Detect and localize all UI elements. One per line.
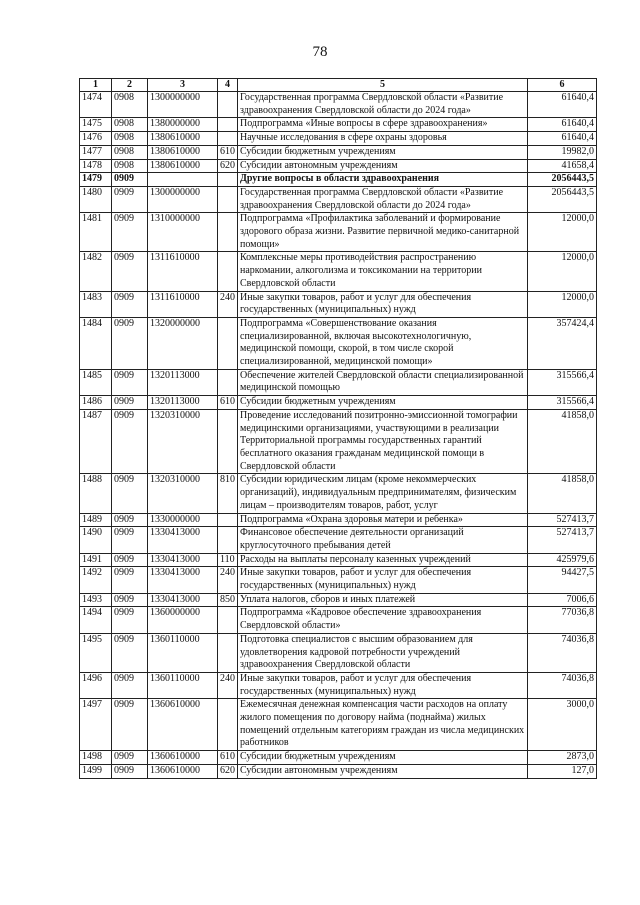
target-code: 1310000000 — [148, 213, 218, 252]
expense-type — [218, 369, 238, 395]
item-name: Подготовка специалистов с высшим образованием для удовлетворения кадровой потребности учреждений здравоохранения Свердловской области — [238, 633, 528, 672]
item-name: Государственная программа Свердловской области «Развитие здравоохранения Свердловской области до 2024 года» — [238, 92, 528, 118]
expense-type: 610 — [218, 396, 238, 410]
target-code: 1360110000 — [148, 672, 218, 698]
target-code: 1330413000 — [148, 593, 218, 607]
target-code: 1360610000 — [148, 751, 218, 765]
table-row — [80, 291, 597, 317]
target-code: 1330413000 — [148, 527, 218, 553]
row-number: 1483 — [80, 291, 112, 317]
row-number: 1480 — [80, 186, 112, 212]
amount: 77036,8 — [528, 607, 597, 633]
amount: 61640,4 — [528, 92, 597, 118]
table-row — [80, 92, 597, 118]
expense-type — [218, 173, 238, 187]
item-name: Субсидии юридическим лицам (кроме некоммерческих организаций), индивидуальным предпринимателям, физическим лицам – производителям товаров, работ, услуг — [238, 474, 528, 513]
target-code: 1320310000 — [148, 409, 218, 474]
section-code: 0909 — [112, 252, 148, 291]
amount: 19982,0 — [528, 145, 597, 159]
section-code: 0909 — [112, 607, 148, 633]
header-col-4: 4 — [218, 79, 238, 92]
section-code: 0909 — [112, 173, 148, 187]
target-code: 1380610000 — [148, 132, 218, 146]
section-code: 0909 — [112, 369, 148, 395]
section-code: 0909 — [112, 513, 148, 527]
amount: 3000,0 — [528, 699, 597, 751]
target-code: 1380610000 — [148, 159, 218, 173]
expense-type — [218, 513, 238, 527]
row-number: 1485 — [80, 369, 112, 395]
amount: 127,0 — [528, 764, 597, 778]
expense-type — [218, 409, 238, 474]
row-number: 1479 — [80, 173, 112, 187]
section-code: 0909 — [112, 553, 148, 567]
table-row — [80, 369, 597, 395]
target-code: 1320113000 — [148, 396, 218, 410]
item-name: Государственная программа Свердловской области «Развитие здравоохранения Свердловской области до 2024 года» — [238, 186, 528, 212]
header-col-5: 5 — [238, 79, 528, 92]
amount: 315566,4 — [528, 369, 597, 395]
amount: 94427,5 — [528, 567, 597, 593]
expense-type: 610 — [218, 751, 238, 765]
item-name: Подпрограмма «Профилактика заболеваний и формирование здорового образа жизни. Развитие первичной медико-санитарной помощи» — [238, 213, 528, 252]
section-code: 0909 — [112, 672, 148, 698]
table-row — [80, 751, 597, 765]
table-row — [80, 145, 597, 159]
header-col-6: 6 — [528, 79, 597, 92]
amount: 7006,6 — [528, 593, 597, 607]
expense-type — [218, 186, 238, 212]
table-row — [80, 593, 597, 607]
row-number: 1496 — [80, 672, 112, 698]
row-number: 1492 — [80, 567, 112, 593]
row-number: 1491 — [80, 553, 112, 567]
target-code: 1320310000 — [148, 474, 218, 513]
header-row — [80, 79, 597, 92]
section-code: 0909 — [112, 567, 148, 593]
amount: 527413,7 — [528, 513, 597, 527]
expense-type: 850 — [218, 593, 238, 607]
amount: 41858,0 — [528, 409, 597, 474]
item-name: Комплексные меры противодействия распространению наркомании, алкоголизма и токсикомании на территории Свердловской области — [238, 252, 528, 291]
item-name: Субсидии автономным учреждениям — [238, 764, 528, 778]
budget-table — [79, 78, 597, 779]
expense-type: 240 — [218, 291, 238, 317]
expense-type: 620 — [218, 764, 238, 778]
item-name: Субсидии бюджетным учреждениям — [238, 145, 528, 159]
target-code: 1380610000 — [148, 145, 218, 159]
expense-type: 240 — [218, 672, 238, 698]
amount: 2873,0 — [528, 751, 597, 765]
expense-type — [218, 118, 238, 132]
section-code: 0909 — [112, 396, 148, 410]
section-code: 0909 — [112, 593, 148, 607]
table-row — [80, 213, 597, 252]
table-row — [80, 409, 597, 474]
expense-type — [218, 317, 238, 369]
row-number: 1499 — [80, 764, 112, 778]
section-code: 0908 — [112, 92, 148, 118]
item-name: Иные закупки товаров, работ и услуг для обеспечения государственных (муниципальных) нужд — [238, 567, 528, 593]
item-name: Подпрограмма «Иные вопросы в сфере здравоохранения» — [238, 118, 528, 132]
target-code: 1360610000 — [148, 764, 218, 778]
section-code: 0908 — [112, 159, 148, 173]
table-row — [80, 764, 597, 778]
section-code: 0909 — [112, 409, 148, 474]
item-name: Субсидии бюджетным учреждениям — [238, 396, 528, 410]
item-name: Подпрограмма «Охрана здоровья матери и ребенка» — [238, 513, 528, 527]
row-number: 1478 — [80, 159, 112, 173]
target-code: 1360000000 — [148, 607, 218, 633]
row-number: 1490 — [80, 527, 112, 553]
item-name: Иные закупки товаров, работ и услуг для обеспечения государственных (муниципальных) нужд — [238, 672, 528, 698]
section-code: 0909 — [112, 291, 148, 317]
row-number: 1476 — [80, 132, 112, 146]
table-row — [80, 132, 597, 146]
item-name: Иные закупки товаров, работ и услуг для обеспечения государственных (муниципальных) нужд — [238, 291, 528, 317]
table-row — [80, 474, 597, 513]
row-number: 1494 — [80, 607, 112, 633]
section-code: 0909 — [112, 751, 148, 765]
section-code: 0909 — [112, 633, 148, 672]
expense-type — [218, 92, 238, 118]
row-number: 1488 — [80, 474, 112, 513]
table-row — [80, 396, 597, 410]
row-number: 1489 — [80, 513, 112, 527]
amount: 61640,4 — [528, 118, 597, 132]
item-name: Другие вопросы в области здравоохранения — [238, 173, 528, 187]
table-row — [80, 159, 597, 173]
table-row — [80, 118, 597, 132]
row-number: 1481 — [80, 213, 112, 252]
item-name: Подпрограмма «Совершенствование оказания специализированной, включая высокотехнологичную, медицинской помощи, скорой, в том числе скорой специализированной, медицинской помощи» — [238, 317, 528, 369]
amount: 12000,0 — [528, 213, 597, 252]
page-number: 78 — [312, 44, 328, 60]
table-row — [80, 317, 597, 369]
target-code: 1300000000 — [148, 186, 218, 212]
table-row — [80, 699, 597, 751]
row-number: 1477 — [80, 145, 112, 159]
item-name: Субсидии бюджетным учреждениям — [238, 751, 528, 765]
item-name: Обеспечение жителей Свердловской области специализированной медицинской помощью — [238, 369, 528, 395]
amount: 357424,4 — [528, 317, 597, 369]
table-row — [80, 567, 597, 593]
table-row — [80, 513, 597, 527]
expense-type — [218, 607, 238, 633]
section-code: 0909 — [112, 764, 148, 778]
section-code: 0909 — [112, 699, 148, 751]
row-number: 1486 — [80, 396, 112, 410]
table-row — [80, 607, 597, 633]
row-number: 1475 — [80, 118, 112, 132]
row-number: 1484 — [80, 317, 112, 369]
item-name: Финансовое обеспечение деятельности организаций круглосуточного пребывания детей — [238, 527, 528, 553]
amount: 425979,6 — [528, 553, 597, 567]
item-name: Расходы на выплаты персоналу казенных учреждений — [238, 553, 528, 567]
row-number: 1487 — [80, 409, 112, 474]
target-code: 1311610000 — [148, 252, 218, 291]
table-row — [80, 173, 597, 187]
section-code: 0909 — [112, 527, 148, 553]
target-code: 1330000000 — [148, 513, 218, 527]
row-number: 1497 — [80, 699, 112, 751]
header-col-1: 1 — [80, 79, 112, 92]
amount: 61640,4 — [528, 132, 597, 146]
amount: 12000,0 — [528, 252, 597, 291]
item-name: Проведение исследований позитронно-эмиссионной томографии медицинскими организациями, участвующими в реализации Территориальной программы государственных гарантий бесплатного оказания гражданам медицинской помощи в Свердловской области — [238, 409, 528, 474]
amount: 2056443,5 — [528, 173, 597, 187]
section-code: 0909 — [112, 317, 148, 369]
expense-type: 110 — [218, 553, 238, 567]
target-code: 1330413000 — [148, 553, 218, 567]
amount: 74036,8 — [528, 672, 597, 698]
expense-type — [218, 527, 238, 553]
table-row — [80, 186, 597, 212]
table-row — [80, 527, 597, 553]
header-col-3: 3 — [148, 79, 218, 92]
section-code: 0909 — [112, 474, 148, 513]
expense-type: 610 — [218, 145, 238, 159]
section-code: 0908 — [112, 145, 148, 159]
header-col-2: 2 — [112, 79, 148, 92]
expense-type: 240 — [218, 567, 238, 593]
amount: 41858,0 — [528, 474, 597, 513]
row-number: 1495 — [80, 633, 112, 672]
item-name: Субсидии автономным учреждениям — [238, 159, 528, 173]
table-row — [80, 252, 597, 291]
target-code: 1330413000 — [148, 567, 218, 593]
item-name: Научные исследования в сфере охраны здоровья — [238, 132, 528, 146]
amount: 315566,4 — [528, 396, 597, 410]
expense-type — [218, 699, 238, 751]
amount: 12000,0 — [528, 291, 597, 317]
table-row — [80, 633, 597, 672]
section-code: 0908 — [112, 132, 148, 146]
target-code: 1320000000 — [148, 317, 218, 369]
section-code: 0909 — [112, 186, 148, 212]
target-code: 1311610000 — [148, 291, 218, 317]
item-name: Уплата налогов, сборов и иных платежей — [238, 593, 528, 607]
table-row — [80, 553, 597, 567]
expense-type — [218, 252, 238, 291]
row-number: 1493 — [80, 593, 112, 607]
target-code: 1320113000 — [148, 369, 218, 395]
target-code — [148, 173, 218, 187]
target-code: 1360610000 — [148, 699, 218, 751]
expense-type — [218, 213, 238, 252]
amount: 2056443,5 — [528, 186, 597, 212]
table-body — [80, 92, 597, 779]
row-number: 1474 — [80, 92, 112, 118]
row-number: 1498 — [80, 751, 112, 765]
expense-type — [218, 633, 238, 672]
expense-type: 810 — [218, 474, 238, 513]
section-code: 0908 — [112, 118, 148, 132]
section-code: 0909 — [112, 213, 148, 252]
expense-type — [218, 132, 238, 146]
target-code: 1380000000 — [148, 118, 218, 132]
amount: 74036,8 — [528, 633, 597, 672]
expense-type: 620 — [218, 159, 238, 173]
table-row — [80, 672, 597, 698]
amount: 41658,4 — [528, 159, 597, 173]
amount: 527413,7 — [528, 527, 597, 553]
item-name: Ежемесячная денежная компенсация части расходов на оплату жилого помещения по договору найма (поднайма) жилых помещений отдельным категориям граждан из числа медицинских работников — [238, 699, 528, 751]
target-code: 1300000000 — [148, 92, 218, 118]
row-number: 1482 — [80, 252, 112, 291]
item-name: Подпрограмма «Кадровое обеспечение здравоохранения Свердловской области» — [238, 607, 528, 633]
target-code: 1360110000 — [148, 633, 218, 672]
